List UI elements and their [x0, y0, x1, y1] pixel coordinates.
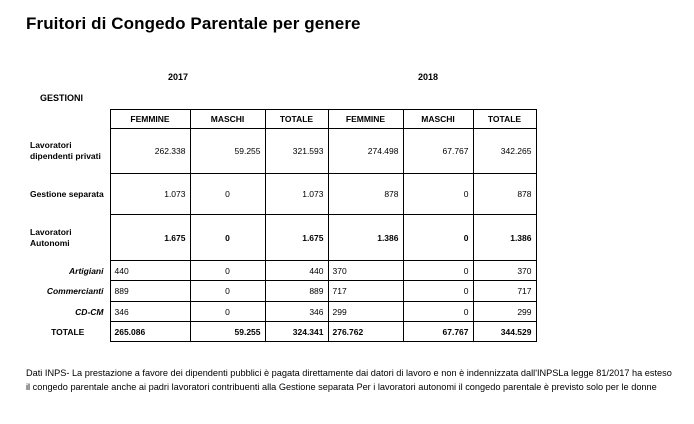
cell-value: 717 [473, 281, 536, 302]
col-totale-2018: TOTALE [473, 110, 536, 129]
row-label: Lavoratori dipendenti privati [30, 140, 101, 161]
col-totale-2017: TOTALE [265, 110, 328, 129]
cell-value: 342.265 [473, 129, 536, 174]
cell-value: 1.073 [110, 174, 190, 215]
gestioni-header: GESTIONI [40, 93, 84, 103]
cell-value: 324.341 [265, 322, 328, 342]
row-label: Lavoratori Autonomi [30, 226, 72, 248]
row-label: Gestione separata [30, 188, 104, 199]
year-2018-header: 2018 [418, 72, 439, 82]
col-femmine-2017: FEMMINE [110, 110, 190, 129]
cell-value: 0 [190, 281, 265, 302]
congedo-table [26, 109, 537, 342]
cell-value: 440 [110, 261, 190, 281]
col-maschi-2017: MASCHI [190, 110, 265, 129]
cell-value: 0 [403, 174, 473, 215]
cell-value: 0 [190, 261, 265, 281]
cell-value: 321.593 [265, 129, 328, 174]
col-femmine-2018: FEMMINE [328, 110, 403, 129]
cell-value: 0 [403, 261, 473, 281]
cell-value: 0 [403, 215, 473, 261]
cell-value: 370 [473, 261, 536, 281]
cell-value: 1.675 [265, 215, 328, 261]
cell-value: 346 [265, 302, 328, 322]
cell-value: 889 [265, 281, 328, 302]
cell-value: 59.255 [190, 322, 265, 342]
cell-value: 67.767 [403, 322, 473, 342]
row-label: CD-CM [75, 306, 104, 317]
table-row [26, 129, 536, 174]
table-header-row [26, 110, 536, 129]
cell-value: 0 [403, 281, 473, 302]
row-label: Commercianti [46, 286, 104, 296]
cell-value: 59.255 [190, 129, 265, 174]
year-2017-header: 2017 [168, 72, 189, 82]
cell-value: 889 [110, 281, 190, 302]
cell-value: 299 [473, 302, 536, 322]
col-maschi-2018: MASCHI [403, 110, 473, 129]
cell-value: 1.073 [265, 174, 328, 215]
cell-value: 717 [328, 281, 403, 302]
table-row [26, 302, 536, 322]
footnote: Dati INPS- La prestazione a favore dei dipendenti pubblici è pagata direttamente dai datori di lavoro e non è indennizzata dall'INPSLa legge 81/2017 ha esteso il congedo parentale anche ai padri lavoratori contribuenti alla Gestione separata Per i lavoratori autonomi il congedo parentale è previsto solo per le donne [26, 368, 672, 392]
cell-value: 0 [190, 174, 265, 215]
cell-value: 274.498 [328, 129, 403, 174]
cell-value: 299 [328, 302, 403, 322]
cell-value: 0 [190, 215, 265, 261]
table-total-row [26, 322, 536, 342]
table-row [26, 215, 536, 261]
cell-value: 878 [473, 174, 536, 215]
table-row [26, 281, 536, 302]
cell-value: 370 [328, 261, 403, 281]
cell-value: 346 [110, 302, 190, 322]
cell-value: 0 [403, 302, 473, 322]
cell-value: 265.086 [110, 322, 190, 342]
row-label: Artigiani [69, 265, 104, 276]
cell-value: 878 [328, 174, 403, 215]
header-empty-cell [26, 110, 110, 129]
cell-value: 67.767 [403, 129, 473, 174]
cell-value: 440 [265, 261, 328, 281]
cell-value: 344.529 [473, 322, 536, 342]
cell-value: 262.338 [110, 129, 190, 174]
cell-value: 1.675 [110, 215, 190, 261]
table-row [26, 261, 536, 281]
cell-value: 1.386 [328, 215, 403, 261]
cell-value: 0 [190, 302, 265, 322]
cell-value: 1.386 [473, 215, 536, 261]
cell-value: 276.762 [328, 322, 403, 342]
page-title: Fruitori di Congedo Parentale per genere [26, 14, 361, 33]
row-label: TOTALE [51, 326, 85, 337]
table-row [26, 174, 536, 215]
